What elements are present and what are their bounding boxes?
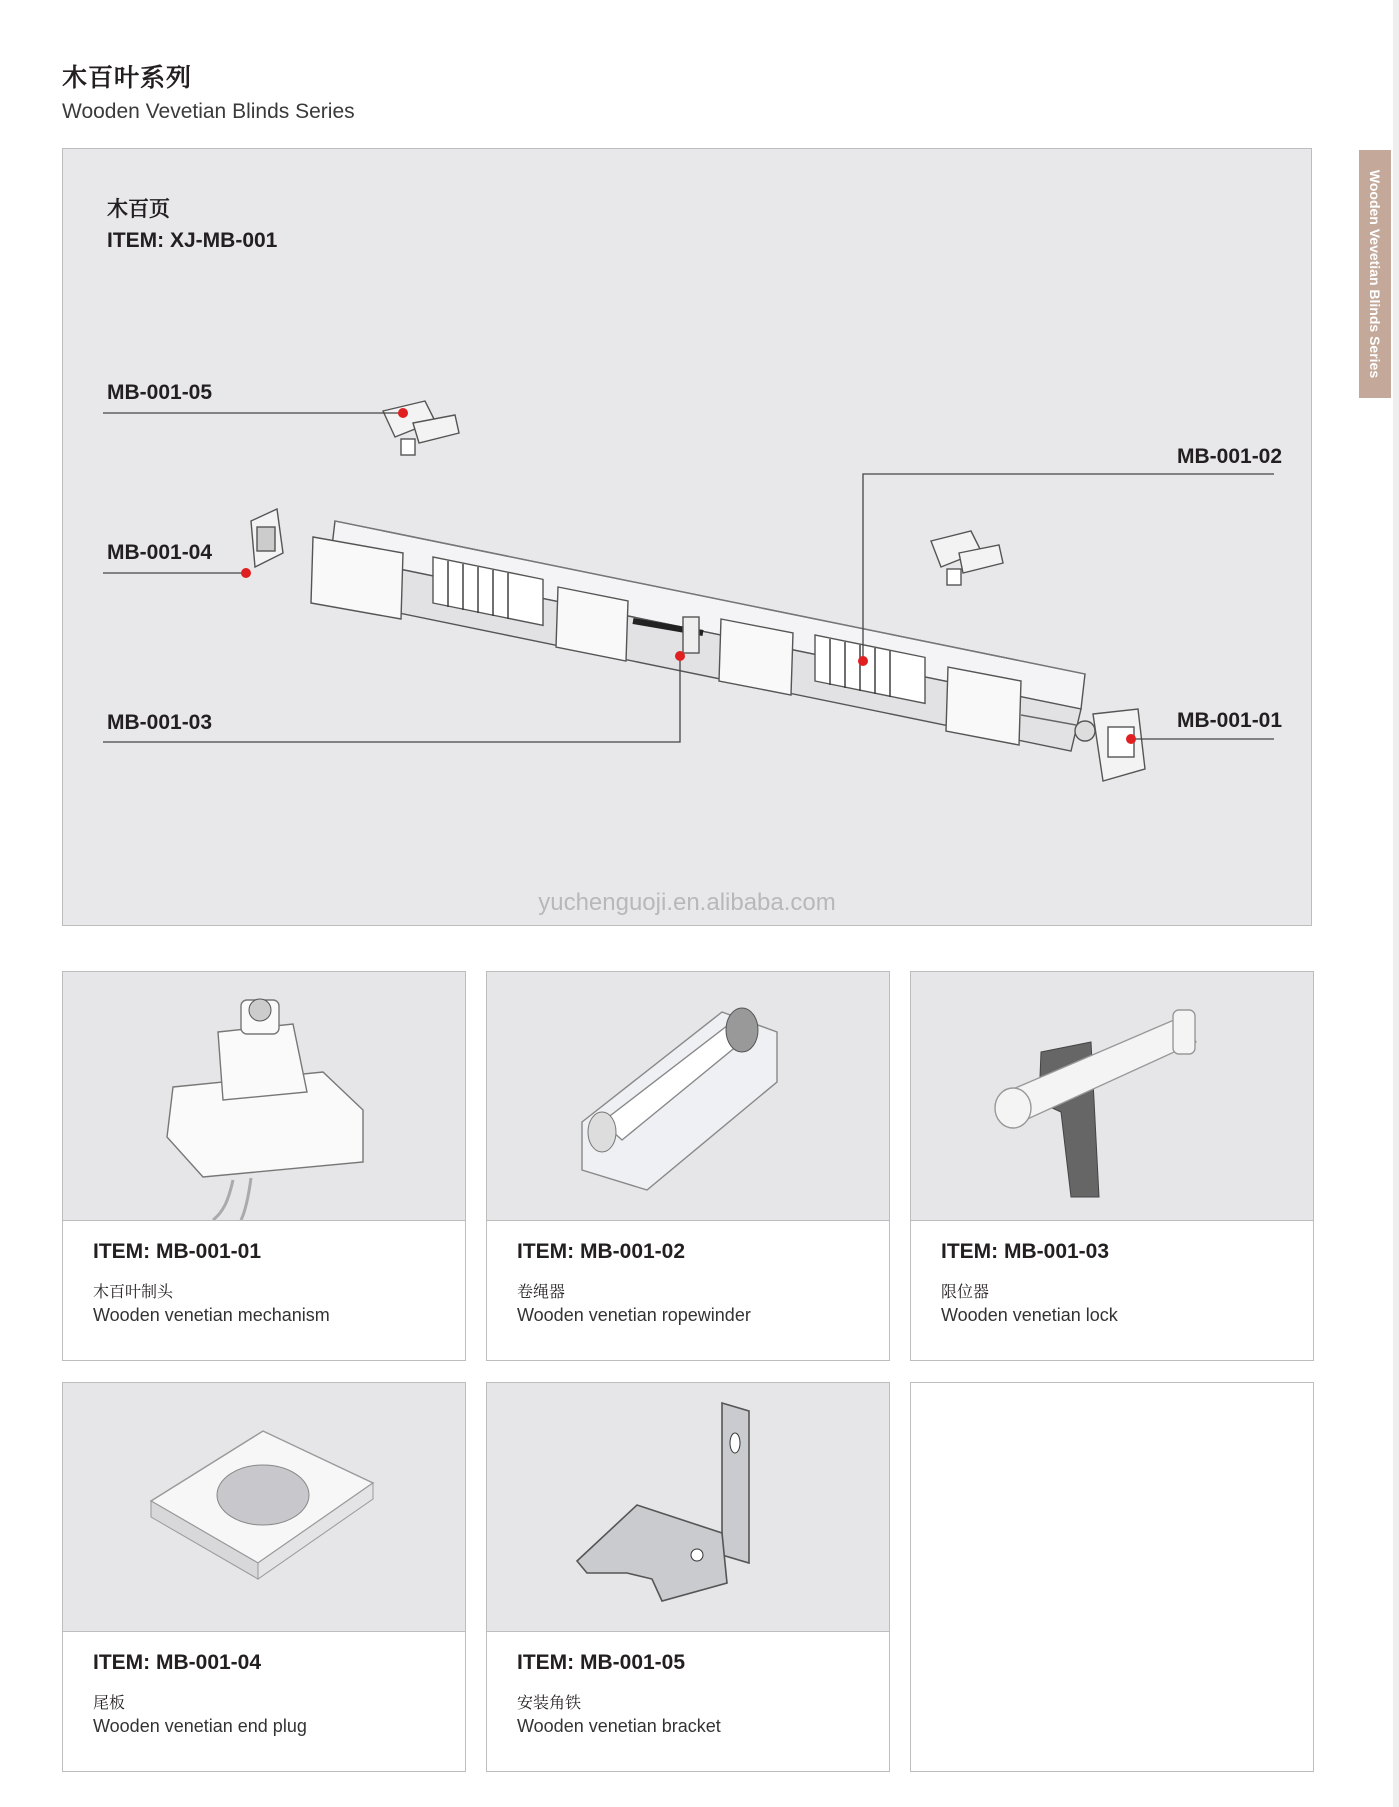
product-card-mb-001-05 [486,1382,890,1772]
ropewinder-image [487,972,889,1221]
diagram-name-cn: 木百页 [107,197,170,221]
end-plug-image [63,1383,465,1632]
page-header [62,58,355,124]
product-name-en: Wooden venetian lock [941,1305,1118,1325]
product-name-cn: 木百叶制头 [93,1282,174,1301]
product-code: ITEM: MB-001-01 [93,1240,262,1263]
product-code: ITEM: MB-001-05 [517,1651,686,1674]
product-code: ITEM: MB-001-03 [941,1240,1110,1263]
empty-card [910,1382,1314,1772]
side-tab-label: Wooden Vevetian Blinds Series [1367,169,1383,379]
callout-mb-001-05: MB-001-05 [107,381,213,404]
callout-mb-001-03: MB-001-03 [107,711,213,734]
callout-mb-001-04: MB-001-04 [107,541,213,564]
product-card-mb-001-01 [62,971,466,1361]
page-title-cn: 木百叶系列 [62,63,193,92]
product-card-mb-001-03 [910,971,1314,1361]
product-name-en: Wooden venetian mechanism [93,1305,330,1325]
side-tab [1359,150,1391,398]
mechanism-image [63,972,465,1221]
lock-image [911,972,1313,1221]
product-name-cn: 卷绳器 [517,1282,566,1301]
product-name-cn: 限位器 [941,1282,990,1301]
product-name-cn: 尾板 [93,1693,126,1712]
exploded-diagram [62,148,1312,926]
watermark: yuchenguoji.en.alibaba.com [538,889,836,916]
product-card-mb-001-02 [486,971,890,1361]
product-card-mb-001-04 [62,1382,466,1772]
product-code: ITEM: MB-001-04 [93,1651,262,1674]
product-name-cn: 安装角铁 [517,1693,582,1712]
bracket-image [487,1383,889,1632]
page-edge [1393,0,1399,1807]
product-code: ITEM: MB-001-02 [517,1240,686,1263]
product-name-en: Wooden venetian bracket [517,1716,721,1736]
product-name-en: Wooden venetian ropewinder [517,1305,751,1325]
diagram-illustration [63,149,1313,927]
page-title-en: Wooden Vevetian Blinds Series [62,100,355,123]
callout-mb-001-01: MB-001-01 [1177,709,1283,732]
diagram-item-code: ITEM: XJ-MB-001 [107,229,278,252]
product-name-en: Wooden venetian end plug [93,1716,307,1736]
callout-mb-001-02: MB-001-02 [1177,445,1283,468]
